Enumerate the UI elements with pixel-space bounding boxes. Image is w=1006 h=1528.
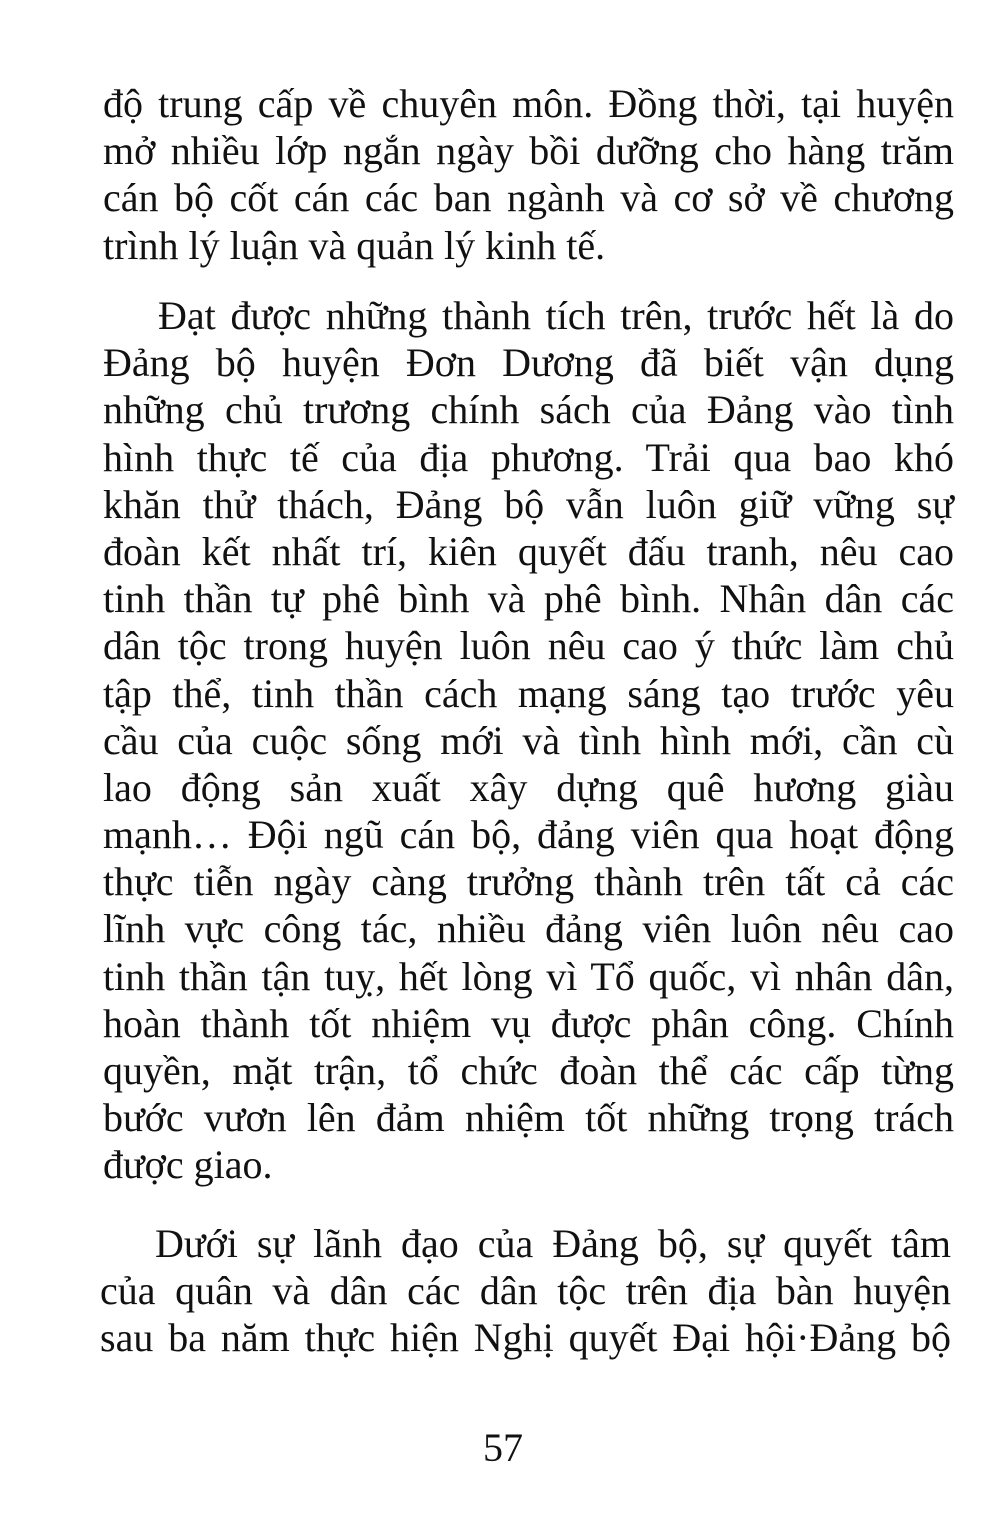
text-line: khăn thử thách, Đảng bộ vẫn luôn giữ vững sự bbox=[103, 481, 954, 527]
text-line: sau ba năm thực hiện Nghị quyết Đại hội·Đảng bộ bbox=[100, 1315, 951, 1361]
text-line: bước vươn lên đảm nhiệm tốt những trọng trách bbox=[103, 1095, 954, 1141]
text-line: cầu của cuộc sống mới và tình hình mới, cần cù bbox=[103, 717, 954, 763]
page-number: 57 bbox=[483, 1425, 523, 1470]
text-line: lĩnh vực công tác, nhiều đảng viên luôn nêu cao bbox=[103, 906, 954, 952]
paragraph-3 bbox=[100, 1220, 951, 1362]
text-line: đoàn kết nhất trí, kiên quyết đấu tranh, nêu cao bbox=[103, 528, 954, 574]
text-line: thực tiễn ngày càng trưởng thành trên tất cả các bbox=[103, 859, 954, 905]
text-line: tinh thần tự phê bình và phê bình. Nhân dân các bbox=[103, 576, 954, 622]
text-line: độ trung cấp về chuyên môn. Đồng thời, tại huyện bbox=[103, 81, 954, 126]
text-line: quyền, mặt trận, tổ chức đoàn thể các cấp từng bbox=[103, 1048, 954, 1093]
text-line: tập thể, tinh thần cách mạng sáng tạo trước yêu bbox=[103, 670, 954, 716]
text-line: hình thực tế của địa phương. Trải qua bao khó bbox=[103, 434, 954, 480]
text-line: tinh thần tận tuỵ, hết lòng vì Tổ quốc, vì nhân dân, bbox=[103, 953, 954, 999]
text-line: trình lý luận và quản lý kinh tế. bbox=[103, 222, 606, 268]
text-line: cán bộ cốt cán các ban ngành và cơ sở về chương bbox=[103, 175, 954, 221]
paragraph-1 bbox=[103, 80, 954, 269]
text-line: Dưới sự lãnh đạo của Đảng bộ, sự quyết tâm bbox=[155, 1221, 951, 1266]
text-line: mạnh… Đội ngũ cán bộ, đảng viên qua hoạt động bbox=[103, 812, 954, 858]
text-line: lao động sản xuất xây dựng quê hương giàu bbox=[103, 764, 954, 810]
text-line: mở nhiều lớp ngắn ngày bồi dưỡng cho hàng trăm bbox=[103, 128, 954, 174]
text-line: những chủ trương chính sách của Đảng vào tình bbox=[103, 387, 954, 433]
text-line: Đạt được những thành tích trên, trước hết là do bbox=[158, 293, 954, 338]
text-line: được giao. bbox=[103, 1142, 273, 1188]
paragraph-2 bbox=[103, 292, 954, 1189]
text-line: của quân và dân các dân tộc trên địa bàn huyện bbox=[100, 1268, 951, 1314]
text-line: Đảng bộ huyện Đơn Dương đã biết vận dụng bbox=[103, 340, 954, 386]
text-line: dân tộc trong huyện luôn nêu cao ý thức làm chủ bbox=[103, 623, 954, 669]
text-line: hoàn thành tốt nhiệm vụ được phân công. Chính bbox=[103, 1000, 954, 1046]
